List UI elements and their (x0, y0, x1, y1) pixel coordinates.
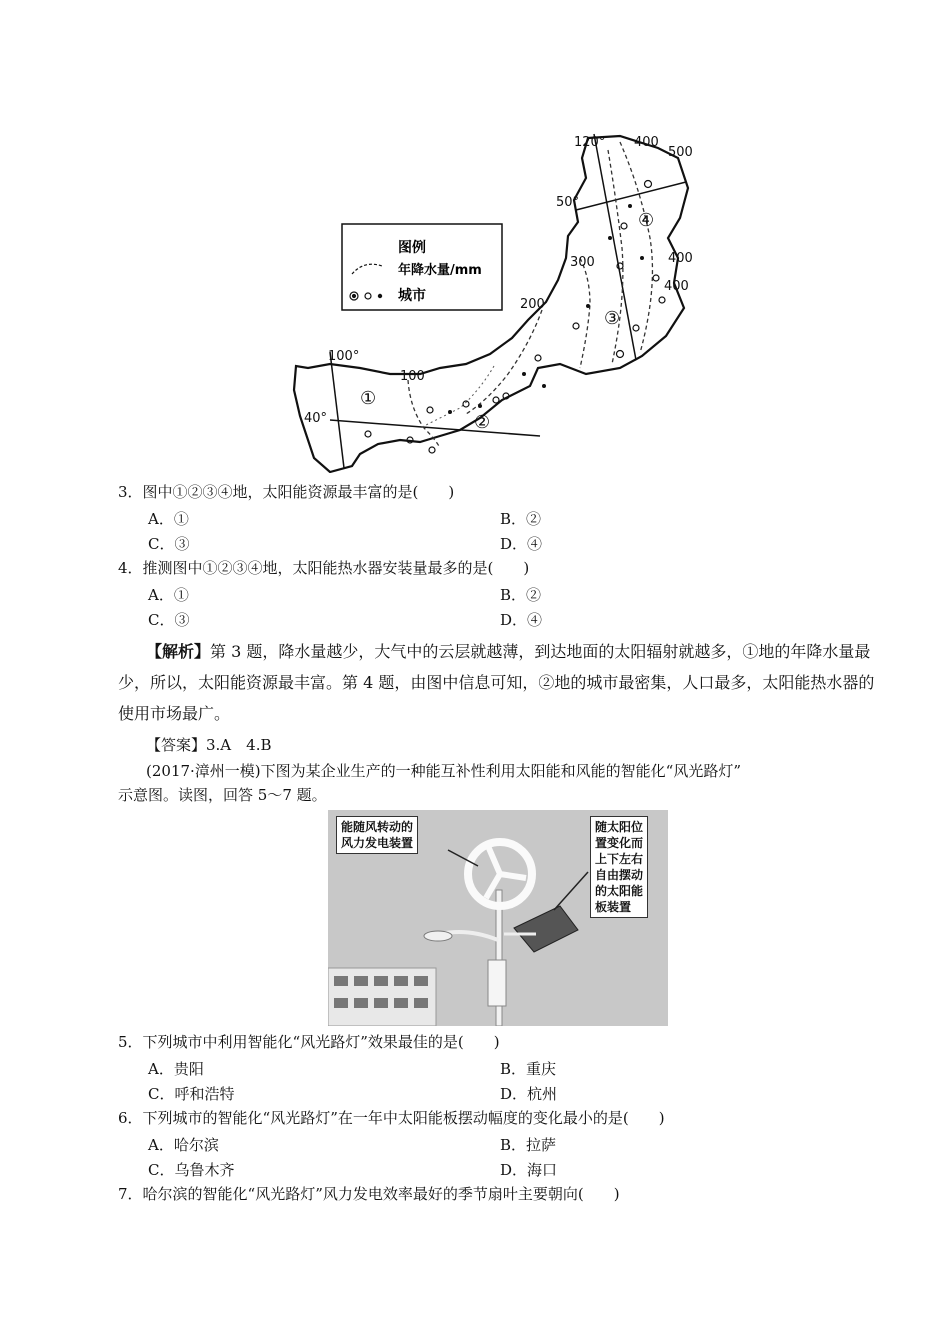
q6-option-a[interactable]: A．哈尔滨 (148, 1136, 219, 1154)
label-lon-120: 120° (574, 135, 606, 150)
callout-solar-line-1: 随太阳位 (595, 820, 644, 834)
label-iso-500: 500 (668, 145, 693, 160)
q3-option-d[interactable]: D．④ (500, 535, 543, 553)
q7-stem: 7．哈尔滨的智能化“风光路灯”风力发电效率最好的季节扇叶主要朝向( ) (118, 1185, 620, 1203)
q6-stem: 6．下列城市的智能化“风光路灯”在一年中太阳能板摆动幅度的变化最小的是( ) (118, 1109, 665, 1127)
q5-stem: 5．下列城市中利用智能化“风光路灯”效果最佳的是( ) (118, 1033, 500, 1051)
label-region-1: ① (360, 388, 377, 409)
callout-wind-line-1: 能随风转动的 (341, 820, 414, 834)
intro-line-2: 示意图。读图，回答 5～7 题。 (118, 786, 327, 804)
q3-option-c[interactable]: C．③ (148, 535, 190, 553)
q4-option-b[interactable]: B．② (500, 586, 542, 604)
precipitation-map (290, 128, 710, 473)
label-iso-100: 100 (400, 369, 425, 384)
label-iso-400c: 400 (664, 279, 689, 294)
intro-line-1: (2017·漳州一模)下图为某企业生产的一种能互补性利用太阳能和风能的智能化“风光路灯” (146, 762, 741, 780)
callout-solar-line-4: 自由摆动 (595, 868, 644, 882)
label-region-2: ② (474, 412, 491, 433)
legend-precip-label: 年降水量/mm (398, 263, 482, 278)
q6-option-d[interactable]: D．海口 (500, 1161, 558, 1179)
label-region-3: ③ (604, 308, 621, 329)
callout-solar-device (590, 816, 648, 918)
callout-solar-line-5: 的太阳能 (595, 884, 644, 898)
analysis-text: 第 3 题，降水量越少，大气中的云层就越薄，到达地面的太阳辐射就越多，①地的年降水量最少，所以，太阳能资源最丰富。第 4 题，由图中信息可知，②地的城市最密集，人口最多，太阳能热水器的使用市场最广。 (118, 642, 875, 723)
label-lat-50: 50° (556, 195, 580, 210)
isohyet-400 (608, 150, 623, 364)
q3-option-b[interactable]: B．② (500, 510, 542, 528)
label-iso-400a: 400 (634, 135, 659, 150)
q6-option-b[interactable]: B．拉萨 (500, 1136, 557, 1154)
legend-city-label: 城市 (398, 288, 426, 304)
q4-stem: 4．推测图中①②③④地，太阳能热水器安装量最多的是( ) (118, 559, 530, 577)
callout-solar-line-3: 上下左右 (595, 852, 644, 866)
q5-option-b[interactable]: B．重庆 (500, 1060, 557, 1078)
lon-line-100 (330, 352, 344, 468)
q5-option-a[interactable]: A．贵阳 (148, 1060, 204, 1078)
label-lat-40: 40° (304, 411, 328, 426)
q5-option-c[interactable]: C．呼和浩特 (148, 1085, 235, 1103)
answer-line: 【答案】3.A 4.B (146, 736, 272, 754)
lat-line-40 (330, 420, 540, 436)
label-region-4: ④ (638, 210, 655, 231)
callout-solar-line-2: 置变化而 (595, 836, 644, 850)
q5-option-d[interactable]: D．杭州 (500, 1085, 558, 1103)
q3-option-a[interactable]: A．① (148, 510, 189, 528)
isohyet-300 (580, 258, 590, 368)
legend-title: 图例 (398, 240, 426, 256)
label-iso-200: 200 (520, 297, 545, 312)
callout-wind-device (336, 816, 418, 854)
q6-option-c[interactable]: C．乌鲁木齐 (148, 1161, 235, 1179)
q4-option-d[interactable]: D．④ (500, 611, 543, 629)
analysis-paragraph (118, 636, 888, 729)
q4-option-a[interactable]: A．① (148, 586, 189, 604)
street-light-photo (328, 810, 668, 1026)
q4-option-c[interactable]: C．③ (148, 611, 190, 629)
analysis-tag: 【解析】 (146, 642, 211, 661)
isohyet-500 (620, 142, 655, 353)
callout-solar-line-6: 板装置 (595, 900, 632, 914)
callout-wind-line-2: 风力发电装置 (341, 836, 414, 850)
label-iso-300: 300 (570, 255, 595, 270)
label-iso-400b: 400 (668, 251, 693, 266)
q3-stem: 3．图中①②③④地，太阳能资源最丰富的是( ) (118, 483, 455, 501)
label-lon-100: 100° (328, 349, 360, 364)
